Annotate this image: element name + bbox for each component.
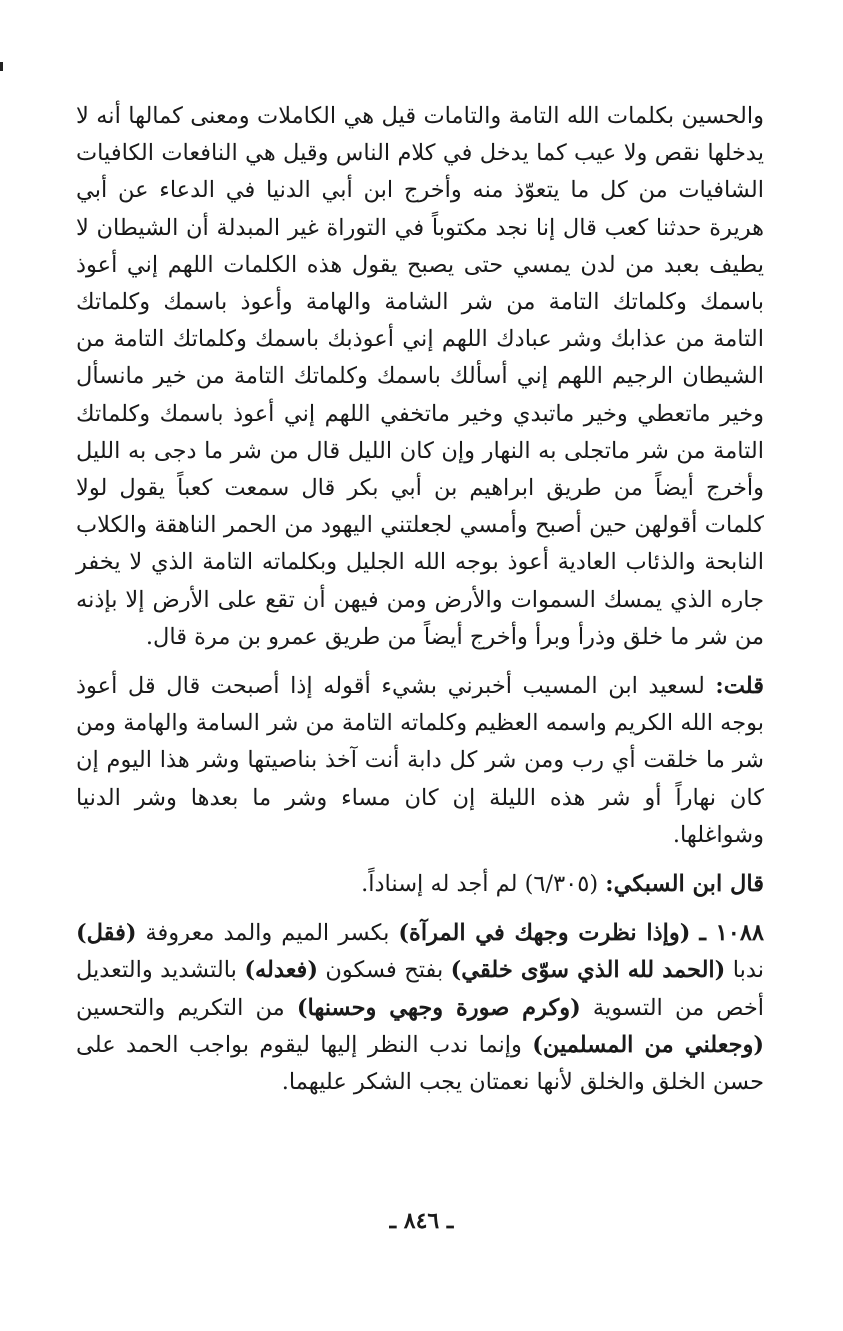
- paragraph-3: [76, 866, 764, 903]
- entry-hadith-3: (الحمد لله الذي سوّى خلقي): [450, 957, 726, 984]
- paragraph-3-text: (٦/٣٠٥) لم أجد له إسناداً.: [361, 871, 606, 898]
- paragraph-1: [76, 98, 764, 656]
- paragraph-2-label: قلت:: [715, 673, 764, 700]
- entry-text-7: وإنما ندب النظر إليها ليقوم بواجب الحمد على حسن الخلق والخلق لأنها نعمتان يجب الشكر عليهما.: [76, 1031, 764, 1096]
- paragraph-2-text: لسعيد ابن المسيب أخبرني بشيء أقوله إذا أصبحت قال قل أعوذ بوجه الله الكريم واسمه العظيم وكلماته التامة من شر السامة والهامة ومن شر ما خلقت أي رب ومن شر كل دابة أنت آخذ بناصيتها وشر هذا اليوم إن كان نهاراً أو شر هذه الليلة إن كان مساء وشر ما بعدها وشر الدنيا وشواغلها.: [76, 673, 764, 848]
- entry-text-2: بكسر الميم والمد معروفة: [136, 920, 399, 947]
- entry-text-5: بالتشديد والتعديل أخص من التسوية: [76, 957, 765, 1021]
- entry-hadith-5: (وكرم صورة وجهي وحسنها): [296, 994, 581, 1021]
- entry-hadith-6: (وجعلني من المسلمين): [532, 1031, 764, 1058]
- entry-text-4: بفتح فسكون: [317, 957, 451, 984]
- entry-text-6: من التكريم والتحسين: [76, 994, 297, 1021]
- page-body: [76, 98, 764, 1101]
- entry-number: ١٠٨٨ ـ: [699, 920, 765, 947]
- paragraph-1-text: والحسين بكلمات الله التامة والتامات قيل هي الكاملات ومعنى كمالها أنه لا يدخلها نقص ولا عيب كما يدخل في كلام الناس وقيل هي النافعات الكافيات الشافيات من كل ما يتعوّذ منه وأخرج ابن أبي الدنيا في الدعاء عن أبي هريرة حدثنا كعب قال إنا نجد مكتوباً في التوراة غير المبدلة أن الشيطان لا يطيف بعبد من لدن يمسي حتى يصبح يقول هذه الكلمات اللهم إني أعوذ باسمك وكلماتك التامة من شر الشامة والهامة وأعوذ باسمك وكلماتك التامة من عذابك وشر عبادك اللهم إني أعوذبك باسمك وكلماتك التامة من الشيطان الرجيم اللهم إني أسألك باسمك وكلماتك التامة من خير مانسأل وخير ماتعطي وخير ماتبدي وخير ماتخفي اللهم إني أعوذ باسمك وكلماتك التامة من شر ماتجلى به النهار وإن كان الليل قال من شر ما دجى به الليل وأخرج أيضاً من طريق ابراهيم بن أبي بكر قال سمعت كعباً يقول لولا كلمات أقولهن حين أصبح وأمسي لجعلتني اليهود من الحمر الناهقة والكلاب النابحة والذئاب العادية أعوذ بوجه الله الجليل وبكلماته التامة الذي لا يخفر جاره الذي يمسك السموات والأرض ومن فيهن أن تقع على الأرض إلا بإذنه من شر ما خلق وذرأ وبرأ وأخرج أيضاً من طريق عمرو بن مرة قال.: [76, 103, 764, 650]
- scan-edge-mark: [0, 62, 3, 71]
- paragraph-4: [76, 915, 764, 1101]
- page-number: ـ ٨٤٦ ـ: [389, 1208, 454, 1234]
- entry-hadith-2: (فقل): [76, 920, 137, 947]
- entry-text-3: ندبا: [725, 957, 764, 984]
- entry-hadith-1: (وإذا نظرت وجهك في المرآة): [398, 920, 691, 947]
- paragraph-3-label: قال ابن السبكي:: [605, 871, 764, 898]
- paragraph-2: [76, 668, 764, 854]
- entry-hadith-4: (فعدله): [244, 957, 318, 984]
